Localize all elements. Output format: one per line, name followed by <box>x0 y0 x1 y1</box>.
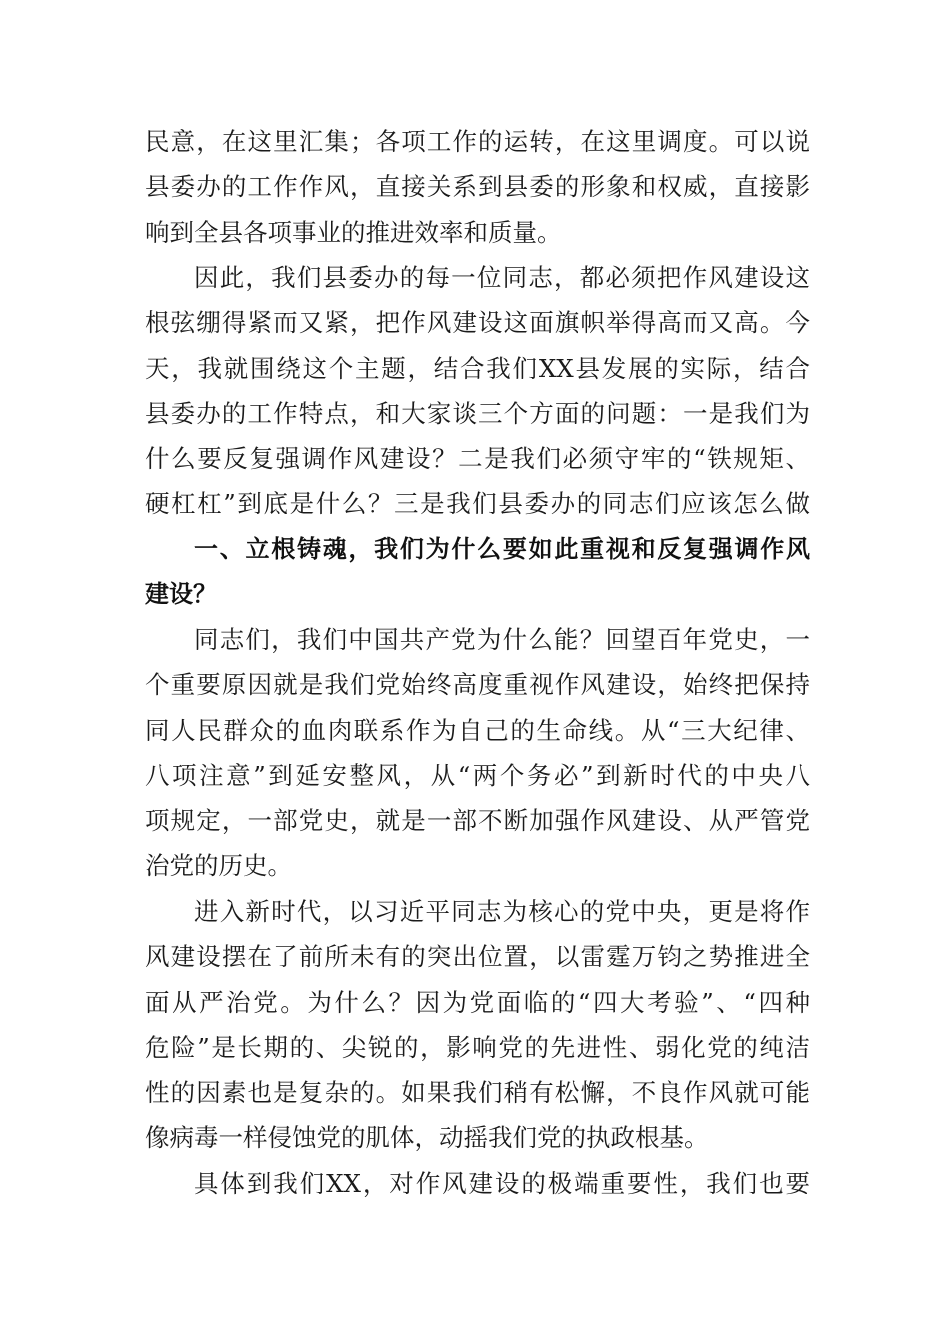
paragraph-line: 县委办的工作特点，和大家谈三个方面的问题：一是我们为 <box>145 398 810 428</box>
paragraph-line: 八项注意”到延安整风，从“两个务必”到新时代的中央八 <box>145 760 810 790</box>
paragraph-line: 像病毒一样侵蚀党的肌体，动摇我们党的执政根基。 <box>145 1123 709 1153</box>
paragraph-line: 根弦绷得紧而又紧，把作风建设这面旗帜举得高而又高。今 <box>145 308 810 338</box>
paragraph-line: 风建设摆在了前所未有的突出位置，以雷霆万钧之势推进全 <box>145 942 810 972</box>
paragraph-line: 面从严治党。为什么？因为党面临的“四大考验”、“四种 <box>145 987 810 1017</box>
paragraph-line: 天，我就围绕这个主题，结合我们XX县发展的实际，结合 <box>145 353 810 383</box>
paragraph-line: 硬杠杠”到底是什么？三是我们县委办的同志们应该怎么做 <box>145 489 810 519</box>
paragraph-3 <box>145 617 810 889</box>
paragraph-line: 民意，在这里汇集；各项工作的运转，在这里调度。可以说 <box>145 127 810 156</box>
paragraph-line: 因此，我们县委办的每一位同志，都必须把作风建设这 <box>194 263 810 292</box>
heading-line: 建设？ <box>145 580 217 609</box>
paragraph-line: 什么要反复强调作风建设？二是我们必须守牢的“铁规矩、 <box>145 444 810 474</box>
paragraph-line: 危险”是长期的、尖锐的，影响党的先进性、弱化党的纯洁 <box>145 1032 810 1062</box>
paragraph-line: 性的因素也是复杂的。如果我们稍有松懈，不良作风就可能 <box>145 1078 810 1108</box>
section-heading <box>145 527 810 618</box>
paragraph-line: 同人民群众的血肉联系作为自己的生命线。从“三大纪律、 <box>145 715 810 745</box>
paragraph-4 <box>145 889 810 1161</box>
paragraph-line: 县委办的工作作风，直接关系到县委的形象和权威，直接影 <box>145 172 810 202</box>
paragraph-line: 进入新时代，以习近平同志为核心的党中央，更是将作 <box>194 897 810 926</box>
heading-line: 一、立根铸魂，我们为什么要如此重视和反复强调作风 <box>194 535 810 563</box>
paragraph-2 <box>145 255 810 527</box>
paragraph-line: 响到全县各项事业的推进效率和质量。 <box>145 217 562 247</box>
paragraph-line: 同志们，我们中国共产党为什么能？回望百年党史，一 <box>194 625 810 654</box>
paragraph-5 <box>145 1161 810 1206</box>
paragraph-line: 项规定，一部党史，就是一部不断加强作风建设、从严管党 <box>145 806 810 836</box>
paragraph-1 <box>145 119 810 255</box>
paragraph-line: 治党的历史。 <box>145 851 292 881</box>
paragraph-line: 具体到我们XX，对作风建设的极端重要性，我们也要 <box>194 1169 810 1198</box>
paragraph-line: 个重要原因就是我们党始终高度重视作风建设，始终把保持 <box>145 670 810 700</box>
